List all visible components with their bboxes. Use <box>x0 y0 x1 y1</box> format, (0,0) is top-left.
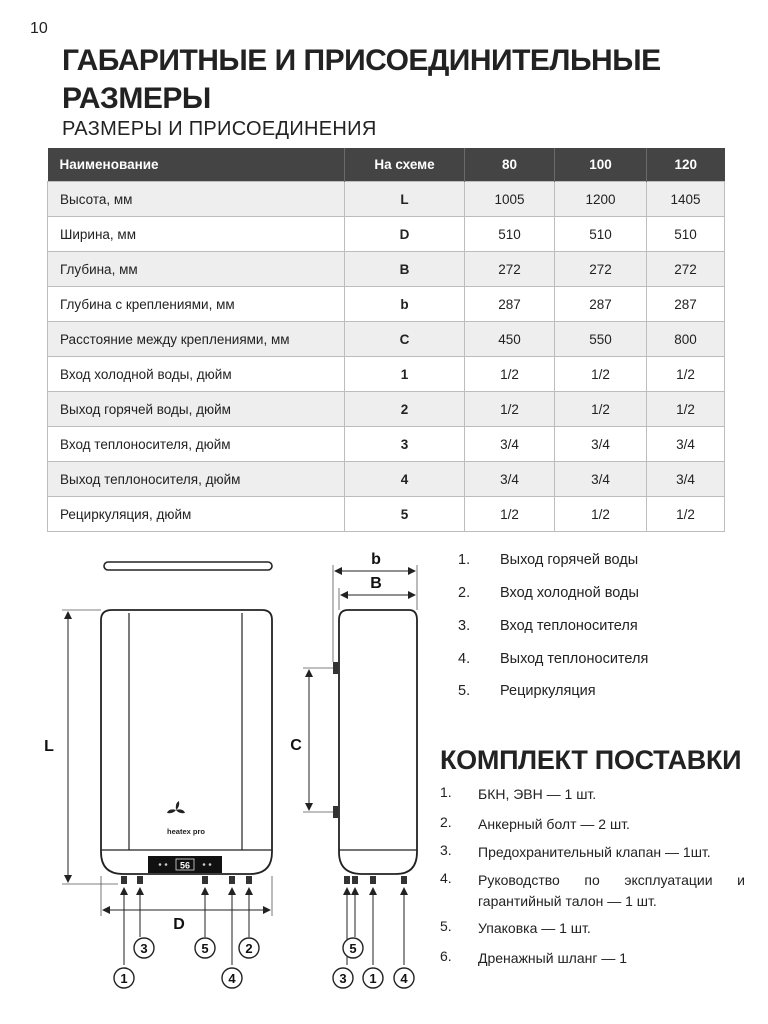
legend-number: 3. <box>458 618 471 634</box>
table-cell: 3/4 <box>555 462 647 497</box>
table-cell: D <box>345 217 465 252</box>
table-cell: 3/4 <box>647 427 725 462</box>
display-button <box>203 863 206 866</box>
pipe-fitting <box>121 876 127 884</box>
table-cell: b <box>345 287 465 322</box>
table-cell: Выход горячей воды, дюйм <box>48 392 345 427</box>
table-cell: 272 <box>465 252 555 287</box>
table-cell: 2 <box>345 392 465 427</box>
kit-title: КОМПЛЕКТ ПОСТАВКИ <box>440 745 742 775</box>
table-row <box>48 287 725 322</box>
table-row <box>48 252 725 287</box>
depth-mount-label: b <box>371 551 381 568</box>
svg-text:3: 3 <box>339 971 347 986</box>
table-row <box>48 392 725 427</box>
svg-text:1: 1 <box>120 971 128 986</box>
kit-item-number: 2. <box>440 814 452 830</box>
pipe-fitting <box>246 876 252 884</box>
display-button <box>209 863 212 866</box>
table-cell: 1/2 <box>555 497 647 532</box>
width-label: D <box>173 916 185 933</box>
display-button <box>165 863 168 866</box>
pipe-fitting <box>137 876 143 884</box>
table-cell: Расстояние между креплениями, мм <box>48 322 345 357</box>
kit-item-number: 4. <box>440 870 452 886</box>
table-cell: Высота, мм <box>48 182 345 217</box>
legend-text: Вход теплоносителя <box>500 618 638 634</box>
svg-text:5: 5 <box>201 941 209 956</box>
table-header: 120 <box>647 148 725 182</box>
display-readout: 56 <box>179 860 191 871</box>
kit-item-number: 6. <box>440 948 452 964</box>
legend-text: Вход холодной воды <box>500 585 639 601</box>
table-cell: C <box>345 322 465 357</box>
table-cell: 1/2 <box>555 357 647 392</box>
table-cell: 1/2 <box>555 392 647 427</box>
kit-item-text: БКН, ЭВН — 1 шт. <box>478 786 597 802</box>
page-number: 10 <box>30 20 48 37</box>
table-cell: 1/2 <box>465 497 555 532</box>
table-cell: 450 <box>465 322 555 357</box>
table-cell: 4 <box>345 462 465 497</box>
pipe-fitting <box>401 876 407 884</box>
table-cell: 1/2 <box>647 392 725 427</box>
table-row <box>48 427 725 462</box>
table-cell: 3/4 <box>465 462 555 497</box>
kit-item-text: Предохранительный клапан — 1шт. <box>478 844 711 860</box>
table-cell: B <box>345 252 465 287</box>
table-cell: 3/4 <box>647 462 725 497</box>
tank-side-body <box>339 610 417 874</box>
wall-mount <box>333 806 338 818</box>
kit-item-text: Упаковка — 1 шт. <box>478 920 591 936</box>
dimension-drawing <box>0 540 440 1024</box>
legend-number: 2. <box>458 585 471 601</box>
kit-item-text: Дренажный шланг — 1 <box>478 950 628 966</box>
legend-number: 5. <box>458 683 471 699</box>
table-cell: 1/2 <box>465 357 555 392</box>
table-cell: Вход холодной воды, дюйм <box>48 357 345 392</box>
table-cell: Выход теплоносителя, дюйм <box>48 462 345 497</box>
section-subtitle: РАЗМЕРЫ И ПРИСОЕДИНЕНИЯ <box>62 118 377 140</box>
table-cell: 272 <box>555 252 647 287</box>
front-view <box>44 562 272 988</box>
svg-text:4: 4 <box>228 971 236 986</box>
page-title: ГАБАРИТНЫЕ И ПРИСОЕДИНИТЕЛЬНЫЕ РАЗМЕРЫ <box>62 44 661 115</box>
depth-label: B <box>370 575 382 592</box>
callout-marker <box>239 938 259 958</box>
legend-number: 1. <box>458 552 471 568</box>
table-header: 100 <box>555 148 647 182</box>
mounting-bracket <box>104 562 272 570</box>
legend-text: Выход горячей воды <box>500 552 639 568</box>
mount-distance-label: C <box>290 737 302 754</box>
table-header: Наименование <box>48 148 345 182</box>
display-button <box>159 863 162 866</box>
table-cell: 3/4 <box>555 427 647 462</box>
table-header: 80 <box>465 148 555 182</box>
table-cell: 1/2 <box>647 497 725 532</box>
table-cell: Ширина, мм <box>48 217 345 252</box>
callout-marker <box>363 968 383 988</box>
table-cell: 3/4 <box>465 427 555 462</box>
callout-marker <box>333 968 353 988</box>
kit-item-number: 1. <box>440 784 452 800</box>
table-row <box>48 182 725 217</box>
legend-text: Рециркуляция <box>500 683 596 699</box>
table-row <box>48 322 725 357</box>
svg-text:2: 2 <box>245 941 253 956</box>
kit-item-number: 5. <box>440 918 452 934</box>
callout-marker <box>394 968 414 988</box>
table-header: На схеме <box>345 148 465 182</box>
table-cell: 272 <box>647 252 725 287</box>
table-row <box>48 217 725 252</box>
brand-name: heatex pro <box>167 827 205 836</box>
side-view <box>290 551 417 988</box>
pipe-fitting <box>352 876 358 884</box>
svg-text:5: 5 <box>349 941 357 956</box>
table-cell: 510 <box>555 217 647 252</box>
pipe-fitting <box>344 876 350 884</box>
table-cell: 1405 <box>647 182 725 217</box>
callout-marker <box>343 938 363 958</box>
svg-text:4: 4 <box>400 971 408 986</box>
table-row <box>48 357 725 392</box>
svg-text:3: 3 <box>140 941 148 956</box>
table-cell: L <box>345 182 465 217</box>
table-header-row <box>48 148 725 182</box>
callout-marker <box>195 938 215 958</box>
pipe-fitting <box>370 876 376 884</box>
height-label: L <box>44 738 54 755</box>
legend-number: 4. <box>458 651 471 667</box>
table-cell: 3 <box>345 427 465 462</box>
table-row <box>48 497 725 532</box>
table-cell: 550 <box>555 322 647 357</box>
kit-item-text: Руководство по эксплуатации и гарантийный талон — 1 шт. <box>478 872 745 909</box>
callout-marker <box>222 968 242 988</box>
table-cell: 287 <box>647 287 725 322</box>
table-cell: Глубина с креплениями, мм <box>48 287 345 322</box>
svg-text:1: 1 <box>369 971 377 986</box>
table-row <box>48 462 725 497</box>
table-cell: Вход теплоносителя, дюйм <box>48 427 345 462</box>
pipe-fitting <box>229 876 235 884</box>
pipe-fitting <box>202 876 208 884</box>
legend-text: Выход теплоносителя <box>500 651 649 667</box>
table-cell: 1/2 <box>647 357 725 392</box>
table-cell: 1/2 <box>465 392 555 427</box>
table-cell: 5 <box>345 497 465 532</box>
callout-marker <box>114 968 134 988</box>
kit-item-text: Анкерный болт — 2 шт. <box>478 816 630 832</box>
wall-mount <box>333 662 338 674</box>
table-cell: Глубина, мм <box>48 252 345 287</box>
table-cell: 287 <box>465 287 555 322</box>
table-cell: 510 <box>465 217 555 252</box>
table-cell: 287 <box>555 287 647 322</box>
callout-marker <box>134 938 154 958</box>
table-cell: Рециркуляция, дюйм <box>48 497 345 532</box>
table-cell: 1 <box>345 357 465 392</box>
table-cell: 510 <box>647 217 725 252</box>
table-cell: 1005 <box>465 182 555 217</box>
dimensions-table <box>47 148 725 532</box>
table-cell: 1200 <box>555 182 647 217</box>
kit-item-number: 3. <box>440 842 452 858</box>
table-cell: 800 <box>647 322 725 357</box>
